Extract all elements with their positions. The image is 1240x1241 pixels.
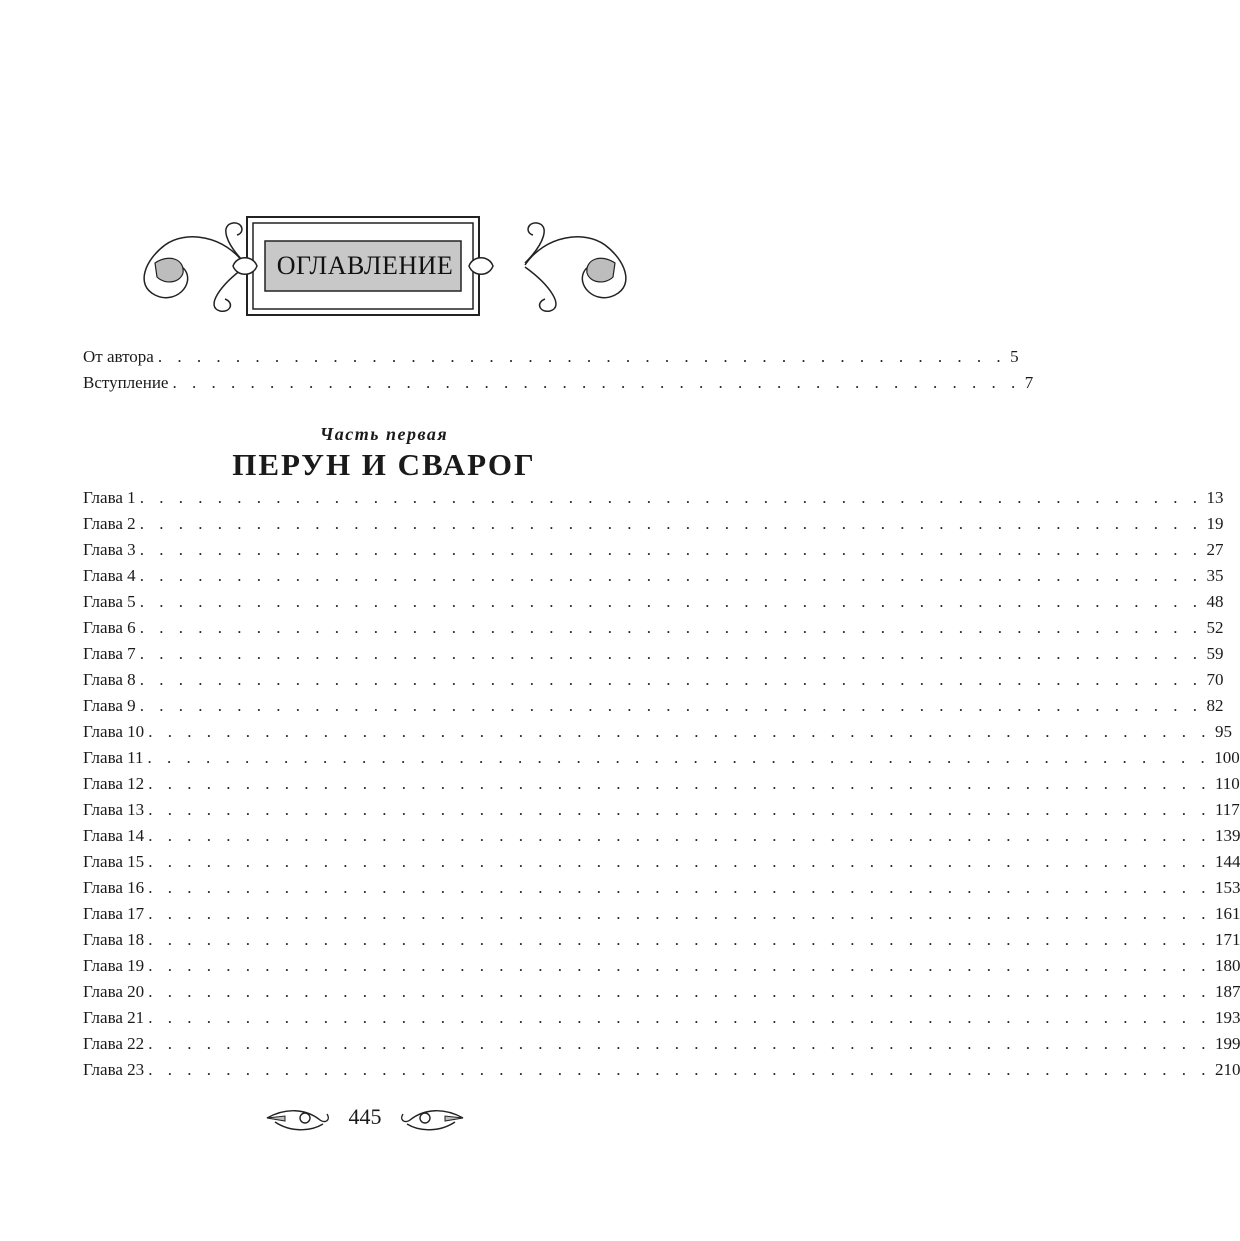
- toc-entry-label: Глава 20: [83, 982, 145, 1001]
- toc-entry-chapter[interactable]: [83, 615, 1224, 641]
- toc-page-number: 153: [1214, 878, 1240, 897]
- toc-page-number: 52: [1206, 618, 1224, 637]
- toc-entry-chapter[interactable]: [83, 485, 1224, 511]
- toc-page-number: 59: [1206, 644, 1224, 663]
- toc-page-number: 117: [1214, 800, 1240, 819]
- toc-page-number: 95: [1214, 722, 1232, 741]
- toc-entry-chapter[interactable]: [83, 563, 1224, 589]
- toc-entry-label: Глава 6: [83, 618, 136, 637]
- toc-entry-label: От автора: [83, 347, 154, 366]
- toc-page-number: 210: [1214, 1060, 1240, 1079]
- toc-leader-dots: . . . . . . . . . . . . . . . . . . . . . . . . . . . . . . . . . . . . . . . . . . . .: [172, 373, 1021, 392]
- toc-entry-label: Глава 12: [83, 774, 145, 793]
- toc-leader-dots: . . . . . . . . . . . . . . . . . . . . . . . . . . . . . . . . . . . . . . . . . . . . . . . . . . . . . . .: [139, 514, 1203, 533]
- contents-header: [125, 215, 645, 317]
- toc-entry-label: Глава 1: [83, 488, 136, 507]
- toc-leader-dots: . . . . . . . . . . . . . . . . . . . . . . . . . . . . . . . . . . . . . . . . . . . . . . . . . . . . . . .: [148, 826, 1211, 845]
- toc-leader-dots: . . . . . . . . . . . . . . . . . . . . . . . . . . . . . . . . . . . . . . . . . . . . . . . . . . . . . . .: [148, 930, 1211, 949]
- toc-page-number: 180: [1214, 956, 1240, 975]
- toc-entry-label: Глава 9: [83, 696, 136, 715]
- toc-entry-label: Глава 3: [83, 540, 136, 559]
- toc-leader-dots: . . . . . . . . . . . . . . . . . . . . . . . . . . . . . . . . . . . . . . . . . . . . . . . . . . . . . . .: [139, 696, 1203, 715]
- toc-entry-label: Глава 19: [83, 956, 145, 975]
- toc-entry-label: Вступление: [83, 373, 169, 392]
- toc-leader-dots: . . . . . . . . . . . . . . . . . . . . . . . . . . . . . . . . . . . . . . . . . . . . . . . . . . . . . . .: [148, 1034, 1211, 1053]
- toc-page-number: 187: [1214, 982, 1240, 1001]
- toc-entry-label: Глава 15: [83, 852, 145, 871]
- toc-page-number: 70: [1206, 670, 1224, 689]
- toc-entry-label: Глава 13: [83, 800, 145, 819]
- toc-entry-label: Глава 10: [83, 722, 145, 741]
- toc-page-number: 193: [1214, 1008, 1240, 1027]
- toc-entry-chapter[interactable]: [83, 979, 1240, 1005]
- toc-entry-label: Глава 14: [83, 826, 145, 845]
- toc-entry-chapter[interactable]: [83, 693, 1224, 719]
- toc-leader-dots: . . . . . . . . . . . . . . . . . . . . . . . . . . . . . . . . . . . . . . . . . . . . . . . . . . . . . . .: [139, 670, 1203, 689]
- toc-entry-chapter[interactable]: [83, 745, 1240, 771]
- toc-entry-chapter[interactable]: [83, 1031, 1240, 1057]
- toc-page-number: 5: [1010, 347, 1019, 366]
- toc-entry-label: Глава 7: [83, 644, 136, 663]
- toc-page-number: 171: [1214, 930, 1240, 949]
- toc-page-number: 161: [1214, 904, 1240, 923]
- toc-entry-chapter[interactable]: [83, 927, 1240, 953]
- toc-entry-label: Глава 18: [83, 930, 145, 949]
- toc-entry-chapter[interactable]: [83, 849, 1240, 875]
- toc-page-number: 35: [1206, 566, 1224, 585]
- toc-page-number: 110: [1214, 774, 1240, 793]
- toc-entry-chapter[interactable]: [83, 537, 1224, 563]
- toc-leader-dots: . . . . . . . . . . . . . . . . . . . . . . . . . . . . . . . . . . . . . . . . . . . . . . . . . . . . . . .: [148, 1008, 1211, 1027]
- toc-page-number: 82: [1206, 696, 1224, 715]
- toc-entry-label: Глава 17: [83, 904, 145, 923]
- toc-leader-dots: . . . . . . . . . . . . . . . . . . . . . . . . . . . . . . . . . . . . . . . . . . . . . . . . . . . . . . .: [147, 748, 1211, 767]
- toc-leader-dots: . . . . . . . . . . . . . . . . . . . . . . . . . . . . . . . . . . . . . . . . . . . . . . . . . . . . . . .: [139, 540, 1203, 559]
- intro-list: [83, 344, 1034, 396]
- toc-leader-dots: . . . . . . . . . . . . . . . . . . . . . . . . . . . . . . . . . . . . . . . . . . . . . . . . . . . . . . .: [148, 722, 1211, 741]
- toc-leader-dots: . . . . . . . . . . . . . . . . . . . . . . . . . . . . . . . . . . . . . . . . . . . . . . . . . . . . . . .: [148, 982, 1211, 1001]
- toc-entry-introduction[interactable]: [83, 370, 1034, 396]
- toc-leader-dots: . . . . . . . . . . . . . . . . . . . . . . . . . . . . . . . . . . . . . . . . . . . . . . . . . . . . . . .: [139, 618, 1203, 637]
- toc-entry-chapter[interactable]: [83, 797, 1240, 823]
- toc-entry-label: Глава 22: [83, 1034, 145, 1053]
- toc-leader-dots: . . . . . . . . . . . . . . . . . . . . . . . . . . . . . . . . . . . . . . . . . . . . . . . . . . . . . . .: [148, 956, 1211, 975]
- toc-page-number: 19: [1206, 514, 1224, 533]
- toc-entry-label: Глава 8: [83, 670, 136, 689]
- toc-entry-label: Глава 16: [83, 878, 145, 897]
- toc-leader-dots: . . . . . . . . . . . . . . . . . . . . . . . . . . . . . . . . . . . . . . . . . . . . . . . . . . . . . . .: [139, 566, 1203, 585]
- toc-entry-chapter[interactable]: [83, 875, 1240, 901]
- toc-entry-chapter[interactable]: [83, 719, 1232, 745]
- toc-entry-chapter[interactable]: [83, 589, 1224, 615]
- toc-entry-chapter[interactable]: [83, 641, 1224, 667]
- toc-entry-chapter[interactable]: [83, 1057, 1240, 1083]
- toc-page-number: 7: [1024, 373, 1034, 392]
- toc-page-number: 100: [1214, 748, 1240, 767]
- toc-entry-chapter[interactable]: [83, 953, 1240, 979]
- toc-page-number: 144: [1214, 852, 1240, 871]
- toc-entry-label: Глава 11: [83, 748, 144, 767]
- toc-page-number: 27: [1206, 540, 1224, 559]
- page-footer: [265, 1098, 465, 1140]
- toc-entry-chapter[interactable]: [83, 771, 1240, 797]
- toc-entry-label: Глава 5: [83, 592, 136, 611]
- toc-entry-chapter[interactable]: [83, 511, 1224, 537]
- toc-leader-dots: . . . . . . . . . . . . . . . . . . . . . . . . . . . . . . . . . . . . . . . . . . . . . . . . . . . . . . .: [148, 800, 1211, 819]
- toc-leader-dots: . . . . . . . . . . . . . . . . . . . . . . . . . . . . . . . . . . . . . . . . . . . . . . . . . . . . . . .: [139, 488, 1203, 507]
- toc-entry-label: Глава 21: [83, 1008, 145, 1027]
- toc-leader-dots: . . . . . . . . . . . . . . . . . . . . . . . . . . . . . . . . . . . . . . . . . . . . . . . . . . . . . . .: [148, 774, 1211, 793]
- toc-entry-label: Глава 23: [83, 1060, 145, 1079]
- toc-entry-label: Глава 2: [83, 514, 136, 533]
- page-number: 445: [348, 1104, 382, 1129]
- toc-entry-label: Глава 4: [83, 566, 136, 585]
- toc-entry-chapter[interactable]: [83, 667, 1224, 693]
- toc-page-number: 199: [1214, 1034, 1240, 1053]
- part-subtitle: Часть первая: [319, 424, 449, 444]
- toc-leader-dots: . . . . . . . . . . . . . . . . . . . . . . . . . . . . . . . . . . . . . . . . . . . .: [157, 347, 1007, 366]
- toc-entry-chapter[interactable]: [83, 1005, 1240, 1031]
- toc-leader-dots: . . . . . . . . . . . . . . . . . . . . . . . . . . . . . . . . . . . . . . . . . . . . . . . . . . . . . . .: [148, 878, 1211, 897]
- toc-page-number: 48: [1206, 592, 1224, 611]
- toc-leader-dots: . . . . . . . . . . . . . . . . . . . . . . . . . . . . . . . . . . . . . . . . . . . . . . . . . . . . . . .: [148, 852, 1211, 871]
- toc-entry-chapter[interactable]: [83, 823, 1240, 849]
- toc-page-number: 13: [1206, 488, 1224, 507]
- toc-entry-author[interactable]: [83, 344, 1019, 370]
- toc-page-number: 139: [1214, 826, 1240, 845]
- toc-leader-dots: . . . . . . . . . . . . . . . . . . . . . . . . . . . . . . . . . . . . . . . . . . . . . . . . . . . . . . .: [148, 1060, 1211, 1079]
- part-title: ПЕРУН И СВАРОГ: [232, 447, 536, 482]
- page-title: ОГЛАВЛЕНИЕ: [276, 251, 454, 280]
- chapter-list: [83, 485, 1240, 1083]
- toc-entry-chapter[interactable]: [83, 901, 1240, 927]
- toc-leader-dots: . . . . . . . . . . . . . . . . . . . . . . . . . . . . . . . . . . . . . . . . . . . . . . . . . . . . . . .: [139, 644, 1203, 663]
- toc-leader-dots: . . . . . . . . . . . . . . . . . . . . . . . . . . . . . . . . . . . . . . . . . . . . . . . . . . . . . . .: [148, 904, 1211, 923]
- toc-leader-dots: . . . . . . . . . . . . . . . . . . . . . . . . . . . . . . . . . . . . . . . . . . . . . . . . . . . . . . .: [139, 592, 1203, 611]
